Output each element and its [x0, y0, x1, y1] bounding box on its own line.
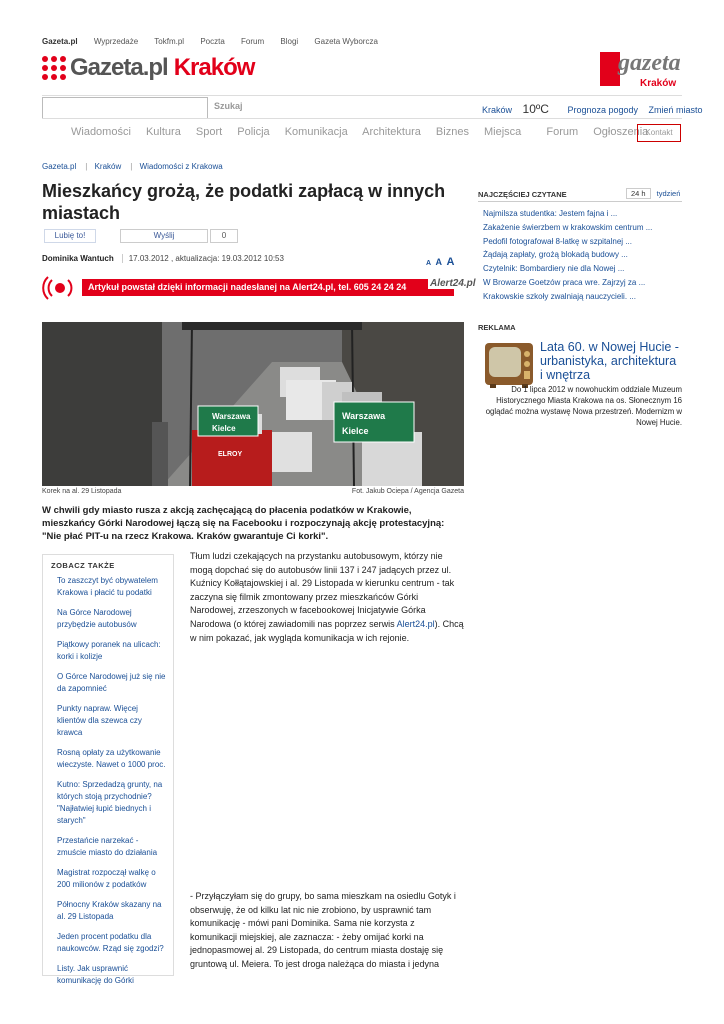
nav-policja[interactable]: Policja: [237, 126, 270, 138]
breadcrumb-krakow[interactable]: Kraków: [94, 162, 122, 171]
badge-name: gazeta: [618, 50, 681, 76]
site-logo[interactable]: [42, 52, 255, 82]
gazeta-badge[interactable]: [600, 52, 682, 92]
article-paragraph-2: - Przyłączyłam się do grupy, bo sama mieszkam na osiedlu Gotyk i obserwuję, że od kilku lat nic nie zrobiono, by usprawnić tam komunikację - mówi pani Dominika. Sama nie korzysta z komunikacji miejskiej, ale zaznacza: - żeby omijać korki na jednopasmowej al. 29 Listopada, do centrum miasta dostaję się gruntową ul. Meiera. To jest droga należąca do miasta i jedyna: [190, 891, 456, 969]
tv-icon[interactable]: [484, 340, 534, 388]
see-also-item[interactable]: To zaszczyt być obywatelem Krakowa i płacić tu podatki: [57, 576, 158, 597]
breadcrumb: Gazeta.pl | Kraków | Wiadomości z Krakowa: [42, 162, 223, 171]
send-button[interactable]: Wyślij: [120, 229, 208, 243]
road-sign-1-line2: Kielce: [212, 424, 236, 433]
logo-main-text: Gazeta.pl: [70, 54, 168, 81]
article-date: 17.03.2012 , aktualizacja: 19.03.2012 10:53: [122, 254, 284, 263]
see-also-item[interactable]: Magistrat rozpoczął walkę o 200 milionów z podatków: [57, 868, 156, 889]
topnav-link-gazeta[interactable]: Gazeta.pl: [42, 37, 78, 46]
nav-forum[interactable]: Forum: [546, 126, 579, 138]
article-title: Mieszkańcy grożą, że podatki zapłacą w innych miastach: [42, 181, 446, 223]
alert24-logo: Alert24.pl: [430, 278, 476, 289]
see-also-item[interactable]: Na Górce Narodowej przybędzie autobusów: [57, 608, 137, 629]
search-button[interactable]: Szukaj: [214, 101, 243, 111]
alert24-link[interactable]: Alert24.pl: [396, 618, 435, 629]
author-name: Dominika Wantuch: [42, 254, 114, 263]
see-also-item[interactable]: Kutno: Sprzedadzą grunty, na których stoją przychodnie? "Najłatwiej łupić biednych i starych": [57, 780, 163, 825]
nav-wiadomosci[interactable]: Wiadomości: [71, 126, 131, 138]
photo-caption: [42, 488, 464, 495]
popular-item[interactable]: Najmilsza studentka: Jestem fajna i ...: [483, 209, 618, 218]
nav-komunikacja[interactable]: Komunikacja: [284, 126, 348, 138]
traffic-jam-image: [42, 322, 464, 486]
font-small-button[interactable]: A: [426, 260, 432, 267]
popular-item[interactable]: Pedofil fotografował 8-latkę w szpitalnej ...: [483, 236, 632, 246]
weather-temp: 10ºC: [522, 102, 549, 116]
nav-biznes[interactable]: Biznes: [435, 126, 469, 138]
nav-sport[interactable]: Sport: [195, 126, 223, 138]
ad-title[interactable]: Lata 60. w Nowej Hucie - urbanistyka, architektura i wnętrza: [540, 340, 679, 382]
popular-tabs: [626, 189, 680, 198]
nav-ogloszenia[interactable]: Ogłoszenia: [593, 126, 649, 138]
truck-label: ELROY: [218, 451, 243, 458]
see-also-item[interactable]: Jeden procent podatku dla naukowców. Rząd się zgodzi?: [57, 932, 164, 953]
see-also-item[interactable]: Punkty napraw. Więcej klientów dla szewca czy krawca: [57, 704, 142, 737]
ad-header: REKLAMA: [478, 323, 516, 332]
nav-miejsca[interactable]: Miejsca: [484, 126, 522, 138]
nav-architektura[interactable]: Architektura: [362, 126, 421, 138]
tab-week[interactable]: tydzień: [656, 189, 681, 198]
font-medium-button[interactable]: A: [435, 257, 443, 267]
topnav-link-forum[interactable]: Forum: [241, 37, 265, 46]
popular-item[interactable]: W Browarze Goetzów praca wre. Zajrzyj za ...: [483, 277, 646, 287]
font-size-controls: [426, 252, 454, 270]
weather-change-city-link[interactable]: Zmień miasto: [648, 105, 703, 115]
facebook-like-button[interactable]: Lubię to!: [44, 229, 96, 243]
kontakt-button[interactable]: Kontakt: [637, 124, 681, 142]
search-divider: [42, 118, 682, 119]
logo-city-text: Kraków: [173, 54, 255, 81]
topnav-link-tokfm[interactable]: Tokfm.pl: [154, 37, 185, 46]
see-also-item[interactable]: Przestańcie narzekać - zmuście miasto do działania: [57, 836, 158, 857]
broadcast-icon: [42, 276, 78, 300]
tab-24h[interactable]: 24 h: [626, 188, 651, 199]
road-sign-2-line2: Kielce: [342, 426, 369, 436]
popular-divider: [478, 201, 682, 202]
road-sign-1-line1: Warszawa: [212, 412, 251, 421]
see-also-item[interactable]: Piątkowy poranek na ulicach: korki i kolizje: [57, 640, 161, 661]
popular-item[interactable]: Zakażenie świerzbem w krakowskim centrum ...: [483, 222, 653, 232]
topnav-link-poczta[interactable]: Poczta: [200, 37, 225, 46]
popular-item[interactable]: Żądają zapłaty, grożą blokadą budowy ...: [483, 250, 628, 260]
alert24-text: Artykuł powstał dzięki informacji nadesłanej na Alert24.pl, tel. 605 24 24 24: [88, 282, 407, 292]
topnav-link-wyborcza[interactable]: Gazeta Wyborcza: [314, 37, 378, 46]
popular-list: [483, 208, 683, 305]
photo-caption-text: Korek na al. 29 Listopada: [42, 488, 122, 495]
alert24-banner[interactable]: [42, 276, 476, 300]
weather-widget: [482, 102, 711, 116]
nav-kultura[interactable]: Kultura: [145, 126, 181, 138]
see-also-item[interactable]: O Górce Narodowej już się nie da zapomnieć: [57, 672, 166, 693]
ad-text: Do 1 lipca 2012 w nowohuckim oddziale Muzeum Historycznego Miasta Krakowa na os. Słonecznym 16 oglądać można wystawę Nowa przestrzeń. Modernizm w Nowej Hucie.: [485, 385, 682, 427]
weather-forecast-link[interactable]: Prognoza pogody: [567, 105, 639, 115]
road-sign-2-line1: Warszawa: [342, 411, 386, 421]
see-also-item[interactable]: Listy. Jak usprawnić komunikację do Górki: [57, 964, 134, 985]
byline: [42, 254, 284, 263]
share-count: 0: [210, 229, 238, 243]
see-also-item[interactable]: Północny Kraków skazany na al. 29 Listopada: [57, 900, 162, 921]
popular-item[interactable]: Czytelnik: Bombardiery nie dla Nowej ...: [483, 264, 625, 274]
badge-city: Kraków: [640, 78, 677, 89]
breadcrumb-wiadomosci[interactable]: Wiadomości z Krakowa: [139, 162, 223, 171]
topnav-link-wyprzedaze[interactable]: Wyprzedaże: [93, 37, 139, 46]
article-photo: [42, 322, 464, 486]
popular-header: NAJCZĘŚCIEJ CZYTANE: [478, 190, 567, 199]
see-also-item[interactable]: Rosną opłaty za użytkowanie wieczyste. Nawet o 1000 proc.: [57, 748, 166, 769]
article-paragraph-1: Tłum ludzi czekających na przystanku autobusowym, którzy nie mogą dopchać się do autobusów linii 137 i 247 jadących przez ul. Kuźnicy Kołłątajowskiej i al. 29 Listopada w kierunku centrum - tak zaczyna się filmik zmontowany przez mieszkańców Górki Narodowej, zrzeszonych w facebookowej Inicjatywie Górka Narodowa (o której zawiadomili nas poprzez serwis Alert24.pl). Chcą w nim pokazać, jak wygląda komunikacja w ich rejonie.: [190, 551, 464, 643]
top-nav: [42, 37, 392, 46]
photo-credit: Fot. Jakub Ociepa / Agencja Gazeta: [351, 488, 464, 495]
see-also-header: ZOBACZ TAKŻE: [51, 561, 115, 570]
logo-dots-icon: [42, 56, 66, 80]
breadcrumb-gazeta[interactable]: Gazeta.pl: [42, 162, 77, 171]
popular-item[interactable]: Krakowskie szkoły zwalniają nauczycieli. ...: [483, 291, 636, 301]
see-also-box: [42, 554, 174, 985]
header-divider: [42, 95, 682, 96]
weather-city[interactable]: Kraków 10ºC: [482, 102, 549, 116]
search-input[interactable]: [42, 97, 208, 119]
topnav-link-blogi[interactable]: Blogi: [280, 37, 299, 46]
main-nav: [71, 126, 660, 138]
font-large-button[interactable]: A: [446, 256, 455, 268]
see-also-list: [57, 575, 169, 995]
article-lead: W chwili gdy miasto rusza z akcją zachęcającą do płacenia podatków w Krakowie, mieszkańcy Górki Narodowej łączą się na Facebooku i rozpoczynają akcję protestacyjną: "Nie płać PIT-u na rzecz Krakowa. Kraków gwarantuje Ci korki".: [42, 505, 445, 542]
